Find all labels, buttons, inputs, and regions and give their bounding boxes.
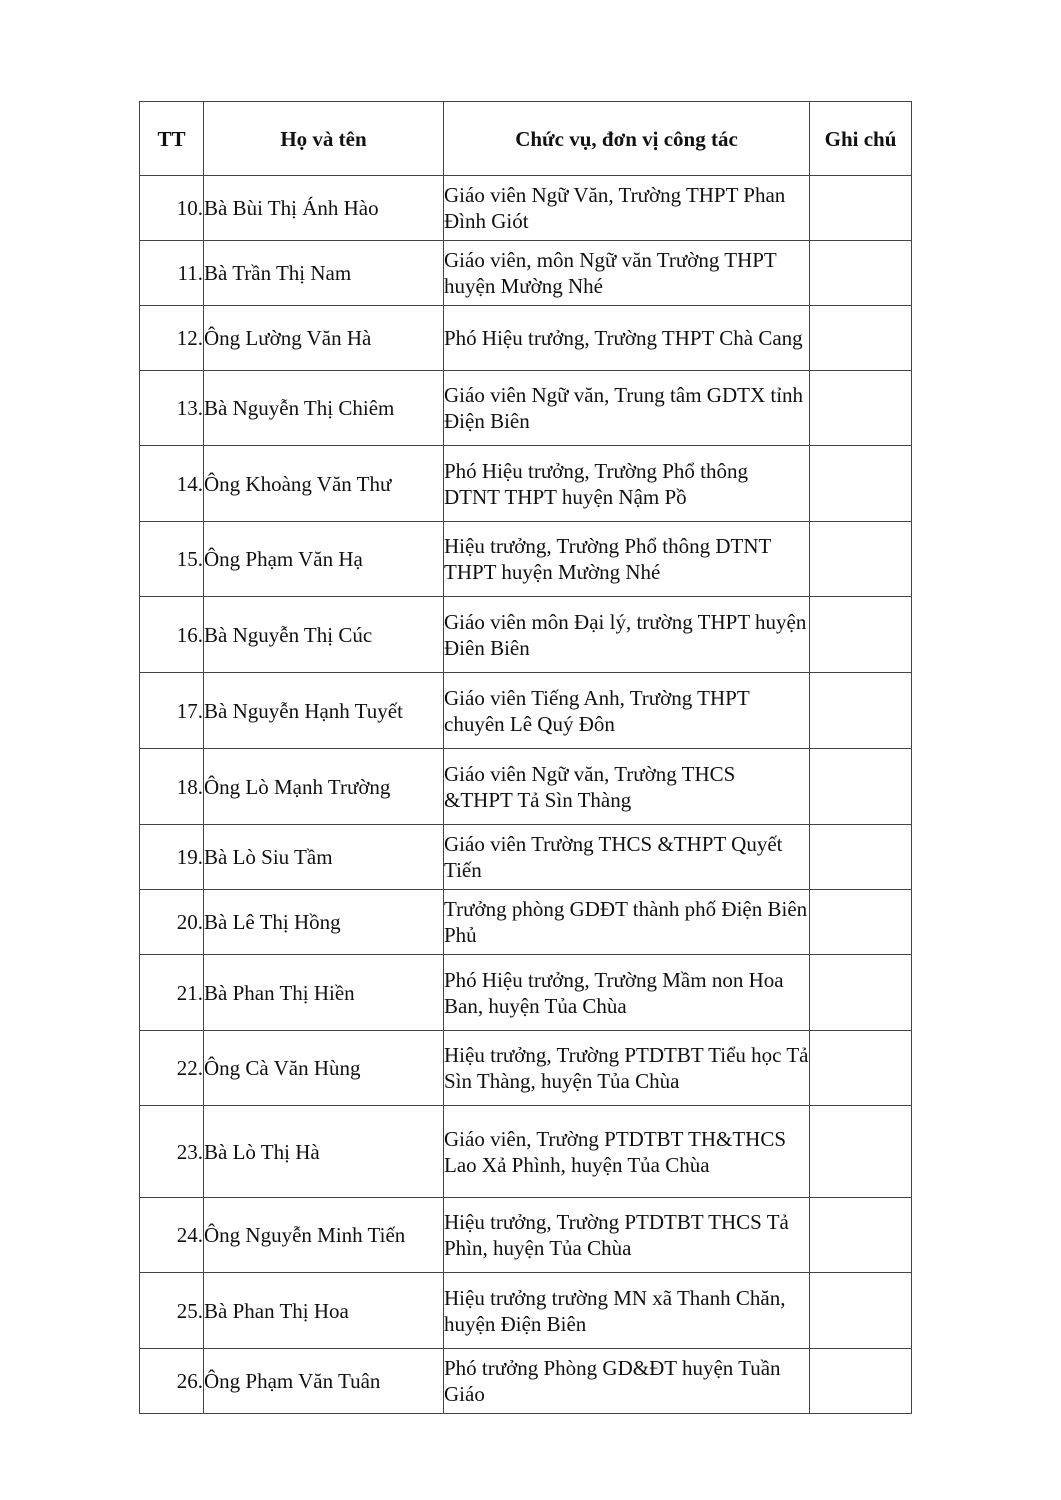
full-name-cell: Ông Khoàng Văn Thư [204,446,444,522]
table-row [140,1031,912,1106]
row-number-cell: 13. [140,371,204,446]
full-name-cell: Bà Bùi Thị Ánh Hào [204,176,444,241]
table-header-row [140,102,912,176]
position-unit-cell: Giáo viên Trường THCS &THPT Quyết Tiến [444,825,810,890]
note-cell [810,306,912,371]
personnel-table [139,101,912,1414]
table-row [140,176,912,241]
note-cell [810,1106,912,1198]
position-unit-cell: Hiệu trưởng, Trường Phổ thông DTNT THPT huyện Mường Nhé [444,522,810,597]
full-name-cell: Ông Nguyễn Minh Tiến [204,1198,444,1273]
header-name: Họ và tên [204,102,444,176]
row-number-cell: 12. [140,306,204,371]
position-unit-cell: Giáo viên Tiếng Anh, Trường THPT chuyên Lê Quý Đôn [444,673,810,749]
table-row [140,306,912,371]
row-number-cell: 19. [140,825,204,890]
table-row [140,1273,912,1349]
note-cell [810,176,912,241]
full-name-cell: Bà Trần Thị Nam [204,241,444,306]
note-cell [810,673,912,749]
row-number-cell: 24. [140,1198,204,1273]
note-cell [810,1273,912,1349]
table-row [140,673,912,749]
position-unit-cell: Phó Hiệu trưởng, Trường THPT Chà Cang [444,306,810,371]
note-cell [810,522,912,597]
row-number-cell: 26. [140,1349,204,1414]
row-number-cell: 16. [140,597,204,673]
row-number-cell: 25. [140,1273,204,1349]
row-number-cell: 23. [140,1106,204,1198]
position-unit-cell: Giáo viên Ngữ văn, Trường THCS &THPT Tả Sìn Thàng [444,749,810,825]
full-name-cell: Ông Lò Mạnh Trường [204,749,444,825]
table-row [140,446,912,522]
note-cell [810,241,912,306]
full-name-cell: Bà Nguyễn Hạnh Tuyết [204,673,444,749]
position-unit-cell: Giáo viên, Trường PTDTBT TH&THCS Lao Xả Phình, huyện Tủa Chùa [444,1106,810,1198]
table-row [140,890,912,955]
table-row [140,955,912,1031]
table-row [140,597,912,673]
note-cell [810,955,912,1031]
position-unit-cell: Phó Hiệu trưởng, Trường Mầm non Hoa Ban, huyện Tủa Chùa [444,955,810,1031]
full-name-cell: Bà Phan Thị Hoa [204,1273,444,1349]
row-number-cell: 17. [140,673,204,749]
table-row [140,371,912,446]
table-row [140,1349,912,1414]
position-unit-cell: Giáo viên, môn Ngữ văn Trường THPT huyện Mường Nhé [444,241,810,306]
table-row [140,825,912,890]
full-name-cell: Bà Nguyễn Thị Chiêm [204,371,444,446]
note-cell [810,890,912,955]
full-name-cell: Bà Lò Siu Tầm [204,825,444,890]
position-unit-cell: Phó Hiệu trưởng, Trường Phổ thông DTNT THPT huyện Nậm Pồ [444,446,810,522]
row-number-cell: 18. [140,749,204,825]
position-unit-cell: Hiệu trưởng, Trường PTDTBT Tiểu học Tả Sìn Thàng, huyện Tủa Chùa [444,1031,810,1106]
full-name-cell: Ông Lường Văn Hà [204,306,444,371]
full-name-cell: Bà Lò Thị Hà [204,1106,444,1198]
table-row [140,241,912,306]
row-number-cell: 14. [140,446,204,522]
note-cell [810,749,912,825]
row-number-cell: 20. [140,890,204,955]
header-note: Ghi chú [810,102,912,176]
full-name-cell: Bà Lê Thị Hồng [204,890,444,955]
position-unit-cell: Hiệu trưởng trường MN xã Thanh Chăn, huyện Điện Biên [444,1273,810,1349]
table-row [140,522,912,597]
table-body [140,176,912,1414]
row-number-cell: 11. [140,241,204,306]
row-number-cell: 22. [140,1031,204,1106]
header-tt: TT [140,102,204,176]
note-cell [810,1349,912,1414]
position-unit-cell: Trưởng phòng GDĐT thành phố Điện Biên Phủ [444,890,810,955]
note-cell [810,1031,912,1106]
note-cell [810,825,912,890]
header-position: Chức vụ, đơn vị công tác [444,102,810,176]
full-name-cell: Ông Phạm Văn Tuân [204,1349,444,1414]
note-cell [810,597,912,673]
position-unit-cell: Giáo viên Ngữ Văn, Trường THPT Phan Đình Giót [444,176,810,241]
full-name-cell: Bà Phan Thị Hiền [204,955,444,1031]
full-name-cell: Bà Nguyễn Thị Cúc [204,597,444,673]
row-number-cell: 10. [140,176,204,241]
note-cell [810,1198,912,1273]
table-row [140,749,912,825]
full-name-cell: Ông Cà Văn Hùng [204,1031,444,1106]
position-unit-cell: Phó trưởng Phòng GD&ĐT huyện Tuần Giáo [444,1349,810,1414]
position-unit-cell: Giáo viên Ngữ văn, Trung tâm GDTX tỉnh Điện Biên [444,371,810,446]
full-name-cell: Ông Phạm Văn Hạ [204,522,444,597]
position-unit-cell: Giáo viên môn Đại lý, trường THPT huyện Điên Biên [444,597,810,673]
table-row [140,1106,912,1198]
note-cell [810,371,912,446]
note-cell [810,446,912,522]
position-unit-cell: Hiệu trưởng, Trường PTDTBT THCS Tả Phìn, huyện Tủa Chùa [444,1198,810,1273]
row-number-cell: 21. [140,955,204,1031]
row-number-cell: 15. [140,522,204,597]
table-row [140,1198,912,1273]
